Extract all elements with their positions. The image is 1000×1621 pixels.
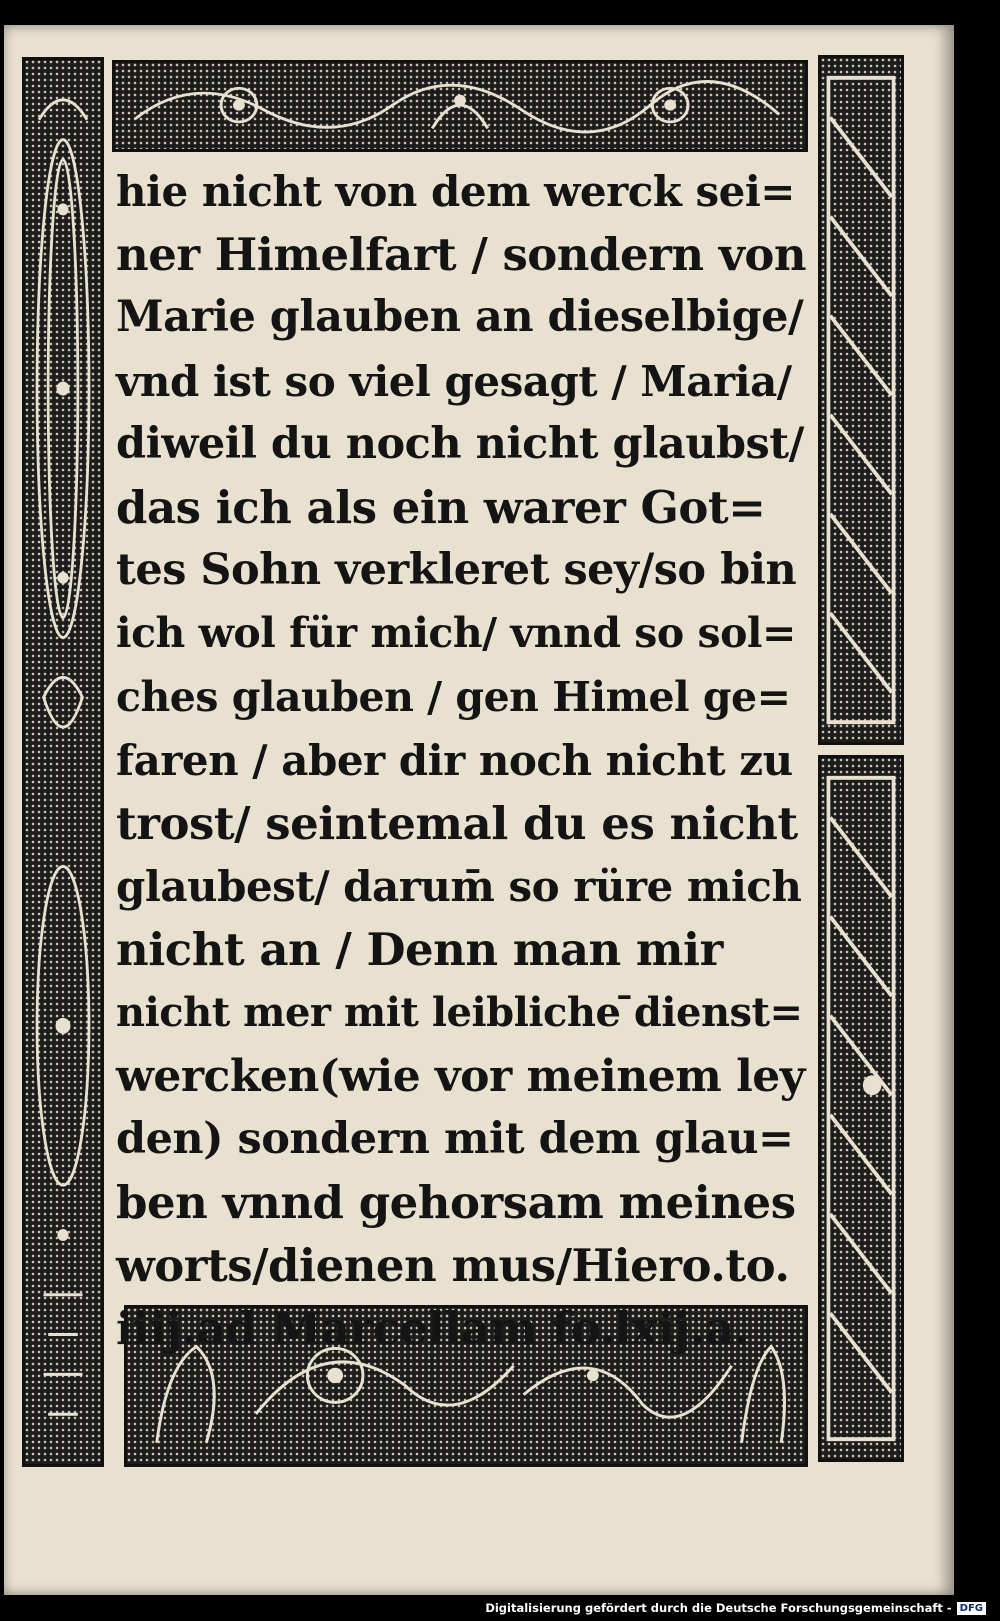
text-line-6: das ich als ein warer Got= bbox=[116, 480, 766, 534]
text-line-15: wercken(wie vor meinem ley bbox=[116, 1050, 805, 1102]
text-line-1: hie nicht von dem werck sei= bbox=[116, 167, 795, 216]
text-line-3: Marie glauben an dieselbige/ bbox=[116, 292, 804, 343]
text-line-12: glaubest/ darum̄ so rüre mich bbox=[116, 862, 802, 912]
text-line-5: diweil du noch nicht glaubst/ bbox=[116, 418, 804, 469]
text-line-8: ich wol für mich/ vnnd so sol= bbox=[116, 609, 796, 658]
text-line-7: tes Sohn verkleret sey/so bin bbox=[116, 545, 797, 596]
page-text bbox=[116, 160, 807, 1356]
woodcut-border-top bbox=[112, 60, 808, 152]
digitization-footer bbox=[0, 1595, 1000, 1621]
text-line-18: worts/dienen mus/Hiero.to. bbox=[116, 1239, 790, 1293]
text-line-14: nicht mer mit leibliche ̄dienst= bbox=[116, 989, 803, 1037]
footer-credit: Digitalisierung gefördert durch die Deutsche Forschungsgemeinschaft - bbox=[485, 1601, 952, 1615]
woodcut-border-left bbox=[22, 57, 104, 1467]
text-line-2: ner Himelfart / sondern von bbox=[116, 228, 807, 282]
woodcut-border-right-lower bbox=[818, 755, 904, 1462]
text-line-13: nicht an / Denn man mir bbox=[116, 923, 723, 977]
dfg-logo: DFG bbox=[957, 1602, 986, 1615]
text-line-9: ches glauben / gen Himel ge= bbox=[116, 672, 791, 721]
text-line-16: den) sondern mit dem glau= bbox=[116, 1113, 794, 1164]
text-line-10: faren / aber dir noch nicht zu bbox=[116, 735, 793, 785]
woodcut-border-right-upper bbox=[818, 55, 904, 745]
text-line-17: ben vnnd gehorsam meines bbox=[116, 1176, 796, 1229]
text-line-11: trost/ seintemal du es nicht bbox=[116, 796, 798, 850]
text-line-19: iiij.ad Marcellam fo.lxij.a. bbox=[116, 1302, 749, 1356]
text-line-4: vnd ist so viel gesagt / Maria/ bbox=[116, 356, 792, 406]
